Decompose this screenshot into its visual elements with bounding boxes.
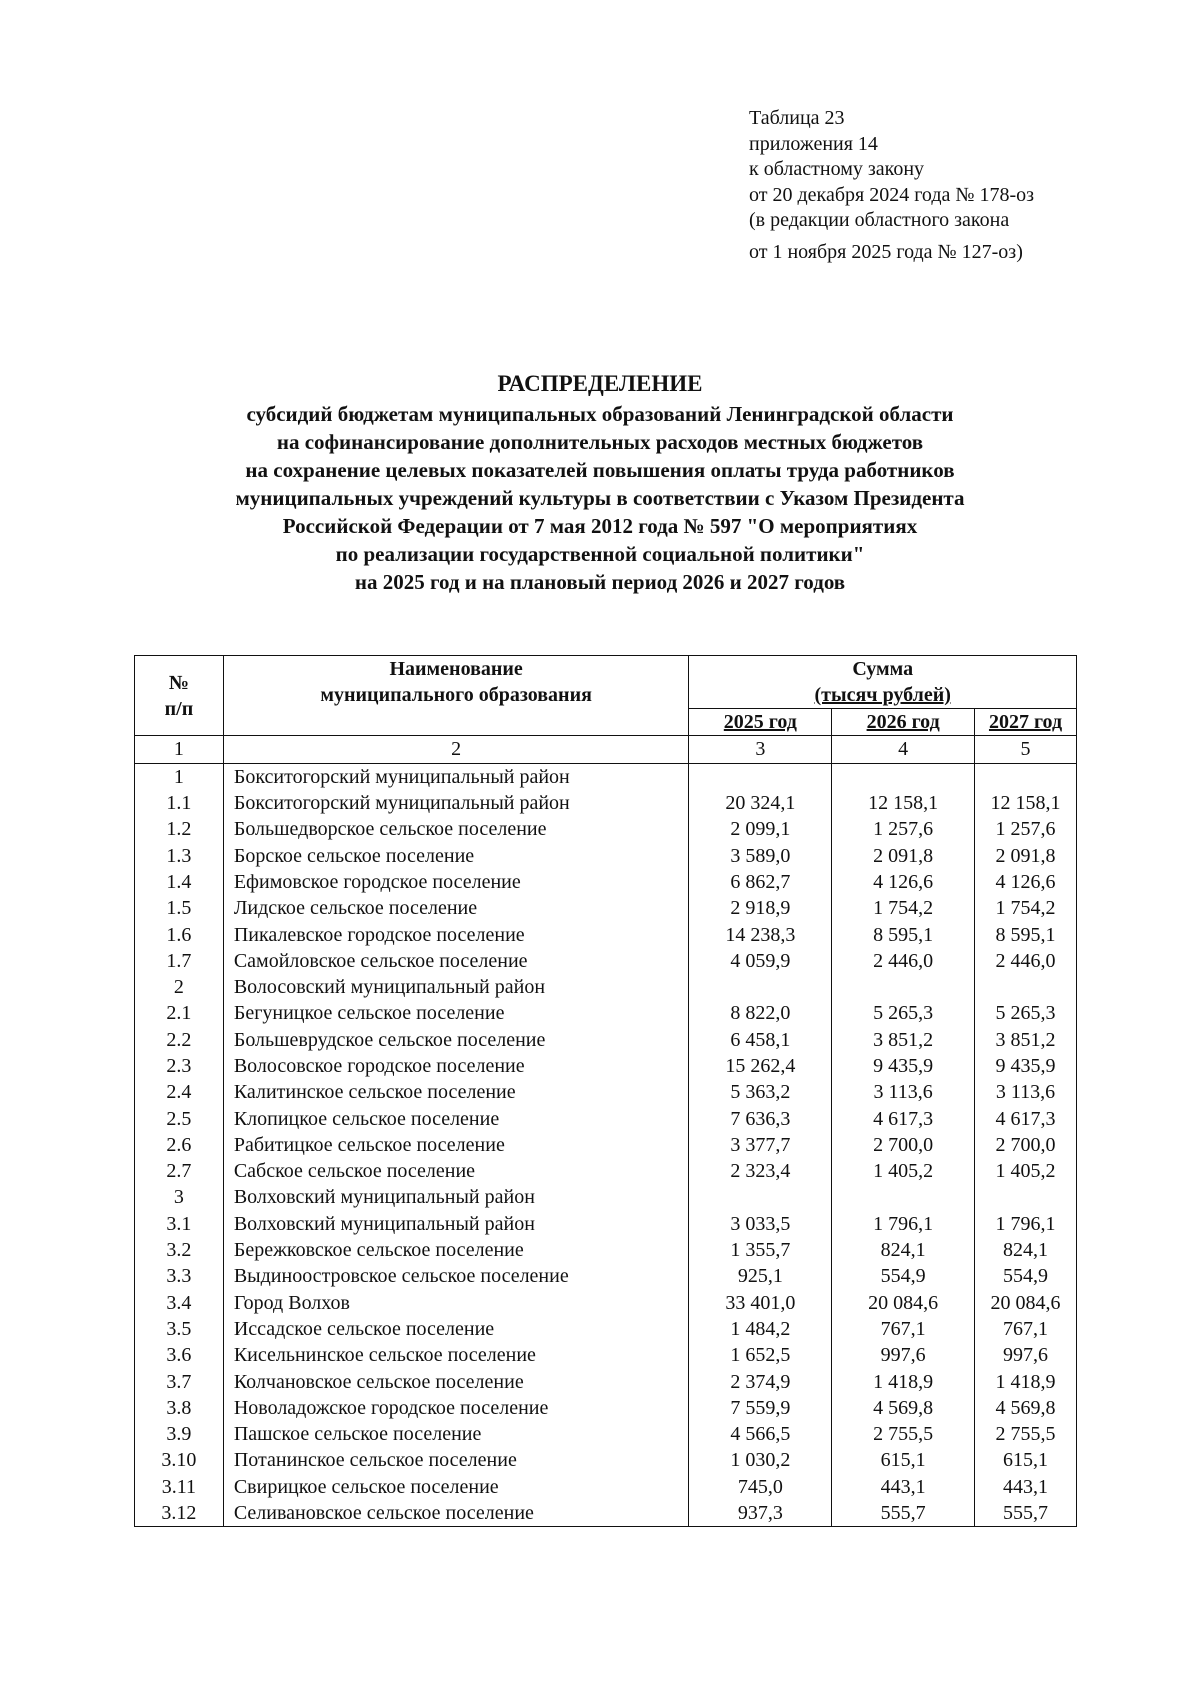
row-value-2026 — [832, 974, 975, 1000]
row-value-2027: 997,6 — [975, 1342, 1077, 1368]
table-row — [135, 1447, 1077, 1473]
row-value-2025: 2 374,9 — [689, 1368, 832, 1394]
column-number: 4 — [832, 736, 975, 763]
row-value-2025 — [689, 763, 832, 790]
row-value-2027: 4 569,8 — [975, 1395, 1077, 1421]
row-value-2025: 33 401,0 — [689, 1290, 832, 1316]
row-value-2025: 2 099,1 — [689, 816, 832, 842]
reference-line: Таблица 23 — [749, 107, 845, 129]
row-value-2027: 1 418,9 — [975, 1368, 1077, 1394]
row-value-2025: 3 377,7 — [689, 1132, 832, 1158]
table-row — [135, 1316, 1077, 1342]
row-value-2025: 3 589,0 — [689, 842, 832, 868]
row-number: 1 — [135, 763, 224, 790]
row-number: 3.4 — [135, 1290, 224, 1316]
row-value-2025: 1 030,2 — [689, 1447, 832, 1473]
row-value-2027: 2 755,5 — [975, 1421, 1077, 1447]
title-line: по реализации государственной социальной политики" — [335, 542, 865, 566]
row-name: Борское сельское поселение — [223, 842, 689, 868]
title-main: РАСПРЕДЕЛЕНИЕ — [497, 371, 703, 396]
row-name: Иссадское сельское поселение — [223, 1316, 689, 1342]
table-row — [135, 1474, 1077, 1500]
row-value-2027: 1 405,2 — [975, 1158, 1077, 1184]
row-number: 2.5 — [135, 1105, 224, 1131]
row-number: 1.1 — [135, 790, 224, 816]
row-number: 3.2 — [135, 1237, 224, 1263]
row-value-2027: 4 126,6 — [975, 869, 1077, 895]
row-value-2026: 2 446,0 — [832, 948, 975, 974]
column-number: 2 — [223, 736, 689, 763]
row-value-2025: 7 636,3 — [689, 1105, 832, 1131]
row-value-2026: 5 265,3 — [832, 1000, 975, 1026]
row-value-2027: 4 617,3 — [975, 1105, 1077, 1131]
row-number: 3.3 — [135, 1263, 224, 1289]
row-value-2026: 1 796,1 — [832, 1211, 975, 1237]
row-value-2026 — [832, 763, 975, 790]
row-value-2026: 615,1 — [832, 1447, 975, 1473]
row-value-2025: 2 323,4 — [689, 1158, 832, 1184]
table-row — [135, 1290, 1077, 1316]
row-name: Кисельнинское сельское поселение — [223, 1342, 689, 1368]
row-number: 2.6 — [135, 1132, 224, 1158]
row-value-2027: 2 446,0 — [975, 948, 1077, 974]
row-value-2025: 7 559,9 — [689, 1395, 832, 1421]
row-value-2026: 767,1 — [832, 1316, 975, 1342]
row-value-2025: 2 918,9 — [689, 895, 832, 921]
reference-line: от 1 ноября 2025 года № 127-оз) — [749, 240, 1023, 263]
row-number: 1.7 — [135, 948, 224, 974]
header-name: Наименование муниципального образования — [223, 656, 689, 736]
title-line: муниципальных учреждений культуры в соответствии с Указом Президента — [235, 486, 965, 510]
row-value-2027: 2 700,0 — [975, 1132, 1077, 1158]
row-value-2026: 8 595,1 — [832, 921, 975, 947]
row-value-2026: 555,7 — [832, 1500, 975, 1527]
row-value-2027: 3 851,2 — [975, 1027, 1077, 1053]
row-name: Город Волхов — [223, 1290, 689, 1316]
row-name: Пашское сельское поселение — [223, 1421, 689, 1447]
row-name: Волосовский муниципальный район — [223, 974, 689, 1000]
row-value-2025: 3 033,5 — [689, 1211, 832, 1237]
row-name: Бокситогорский муниципальный район — [223, 763, 689, 790]
row-value-2026: 1 257,6 — [832, 816, 975, 842]
reference-line: от 20 декабря 2024 года № 178-оз — [749, 183, 1035, 206]
row-number: 2.4 — [135, 1079, 224, 1105]
row-name: Новоладожское городское поселение — [223, 1395, 689, 1421]
row-value-2025: 8 822,0 — [689, 1000, 832, 1026]
table-row — [135, 1237, 1077, 1263]
row-number: 3.9 — [135, 1421, 224, 1447]
row-name: Пикалевское городское поселение — [223, 921, 689, 947]
row-number: 3.11 — [135, 1474, 224, 1500]
row-value-2026: 554,9 — [832, 1263, 975, 1289]
row-name: Лидское сельское поселение — [223, 895, 689, 921]
table-row — [135, 1105, 1077, 1131]
row-value-2025: 1 652,5 — [689, 1342, 832, 1368]
row-value-2026: 2 755,5 — [832, 1421, 975, 1447]
row-name: Выдиноостровское сельское поселение — [223, 1263, 689, 1289]
table-row — [135, 790, 1077, 816]
row-value-2027 — [975, 1184, 1077, 1210]
row-name: Рабитицкое сельское поселение — [223, 1132, 689, 1158]
row-value-2025: 14 238,3 — [689, 921, 832, 947]
document-reference-block — [749, 106, 1034, 265]
row-value-2025: 925,1 — [689, 1263, 832, 1289]
row-name: Потанинское сельское поселение — [223, 1447, 689, 1473]
table-row — [135, 1368, 1077, 1394]
row-value-2027: 5 265,3 — [975, 1000, 1077, 1026]
row-value-2026 — [832, 1184, 975, 1210]
reference-line: к областному закону — [749, 158, 925, 180]
row-number: 2.2 — [135, 1027, 224, 1053]
table-row — [135, 1263, 1077, 1289]
row-name: Клопицкое сельское поселение — [223, 1105, 689, 1131]
row-number: 1.6 — [135, 921, 224, 947]
row-number: 3.10 — [135, 1447, 224, 1473]
table-row — [135, 895, 1077, 921]
row-number: 2.1 — [135, 1000, 224, 1026]
row-number: 1.3 — [135, 842, 224, 868]
row-value-2025: 4 566,5 — [689, 1421, 832, 1447]
row-value-2027: 20 084,6 — [975, 1290, 1077, 1316]
row-value-2027: 12 158,1 — [975, 790, 1077, 816]
distribution-table — [134, 655, 1077, 1527]
row-value-2026: 3 851,2 — [832, 1027, 975, 1053]
row-value-2027: 9 435,9 — [975, 1053, 1077, 1079]
row-value-2027: 3 113,6 — [975, 1079, 1077, 1105]
row-value-2026: 1 754,2 — [832, 895, 975, 921]
header-year-2027: 2027 год — [975, 709, 1077, 736]
table-row — [135, 1421, 1077, 1447]
row-name: Большеврудское сельское поселение — [223, 1027, 689, 1053]
column-number: 3 — [689, 736, 832, 763]
row-number: 3.12 — [135, 1500, 224, 1527]
row-number: 3.5 — [135, 1316, 224, 1342]
row-name: Волховский муниципальный район — [223, 1184, 689, 1210]
row-number: 3 — [135, 1184, 224, 1210]
row-number: 1.2 — [135, 816, 224, 842]
reference-line: приложения 14 — [749, 132, 878, 155]
row-name: Бегуницкое сельское поселение — [223, 1000, 689, 1026]
reference-line: (в редакции областного закона — [749, 209, 1010, 231]
header-year-2025: 2025 год — [689, 709, 832, 736]
row-value-2026: 20 084,6 — [832, 1290, 975, 1316]
row-value-2025: 4 059,9 — [689, 948, 832, 974]
row-name: Колчановское сельское поселение — [223, 1368, 689, 1394]
row-name: Ефимовское городское поселение — [223, 869, 689, 895]
row-name: Бокситогорский муниципальный район — [223, 790, 689, 816]
row-value-2025: 15 262,4 — [689, 1053, 832, 1079]
row-number: 2 — [135, 974, 224, 1000]
row-value-2027: 1 257,6 — [975, 816, 1077, 842]
row-name: Селивановское сельское поселение — [223, 1500, 689, 1527]
table-row — [135, 974, 1077, 1000]
table-row — [135, 816, 1077, 842]
table-row — [135, 1158, 1077, 1184]
row-value-2027: 615,1 — [975, 1447, 1077, 1473]
title-line: субсидий бюджетам муниципальных образований Ленинградской области — [246, 402, 954, 426]
table-row — [135, 1500, 1077, 1527]
header-sum: Сумма (тысяч рублей) — [689, 656, 1077, 709]
column-number: 5 — [975, 736, 1077, 763]
row-name: Сабское сельское поселение — [223, 1158, 689, 1184]
row-number: 3.8 — [135, 1395, 224, 1421]
column-number: 1 — [135, 736, 224, 763]
row-value-2025 — [689, 1184, 832, 1210]
row-value-2026: 2 091,8 — [832, 842, 975, 868]
row-value-2025: 20 324,1 — [689, 790, 832, 816]
header-year-2026: 2026 год — [832, 709, 975, 736]
row-value-2026: 3 113,6 — [832, 1079, 975, 1105]
table-row — [135, 763, 1077, 790]
row-value-2026: 1 405,2 — [832, 1158, 975, 1184]
table-row — [135, 1184, 1077, 1210]
row-value-2025: 6 862,7 — [689, 869, 832, 895]
row-number: 1.5 — [135, 895, 224, 921]
title-line: Российской Федерации от 7 мая 2012 года № 597 "О мероприятиях — [282, 514, 918, 538]
row-value-2027 — [975, 974, 1077, 1000]
row-value-2026: 1 418,9 — [832, 1368, 975, 1394]
table-row — [135, 1079, 1077, 1105]
document-title — [100, 370, 1100, 596]
row-number: 3.6 — [135, 1342, 224, 1368]
table-row — [135, 1132, 1077, 1158]
table-header-row — [135, 656, 1077, 709]
row-name: Бережковское сельское поселение — [223, 1237, 689, 1263]
row-name: Большедворское сельское поселение — [223, 816, 689, 842]
row-value-2025: 1 355,7 — [689, 1237, 832, 1263]
row-name: Волосовское городское поселение — [223, 1053, 689, 1079]
table-row — [135, 948, 1077, 974]
row-value-2027: 824,1 — [975, 1237, 1077, 1263]
row-name: Калитинское сельское поселение — [223, 1079, 689, 1105]
row-value-2027: 8 595,1 — [975, 921, 1077, 947]
row-value-2026: 4 126,6 — [832, 869, 975, 895]
title-line: на софинансирование дополнительных расходов местных бюджетов — [276, 430, 924, 454]
row-name: Свирицкое сельское поселение — [223, 1474, 689, 1500]
row-value-2027: 443,1 — [975, 1474, 1077, 1500]
row-value-2026: 997,6 — [832, 1342, 975, 1368]
row-value-2027 — [975, 763, 1077, 790]
row-value-2027: 1 796,1 — [975, 1211, 1077, 1237]
table-row — [135, 1000, 1077, 1026]
row-value-2025 — [689, 974, 832, 1000]
row-value-2027: 554,9 — [975, 1263, 1077, 1289]
row-value-2027: 767,1 — [975, 1316, 1077, 1342]
row-name: Самойловское сельское поселение — [223, 948, 689, 974]
row-number: 3.7 — [135, 1368, 224, 1394]
row-value-2027: 1 754,2 — [975, 895, 1077, 921]
title-line: на сохранение целевых показателей повышения оплаты труда работников — [245, 458, 955, 482]
row-number: 1.4 — [135, 869, 224, 895]
row-number: 3.1 — [135, 1211, 224, 1237]
row-value-2027: 2 091,8 — [975, 842, 1077, 868]
header-number: № п/п — [135, 656, 224, 736]
row-value-2026: 4 569,8 — [832, 1395, 975, 1421]
row-value-2025: 937,3 — [689, 1500, 832, 1527]
table-row — [135, 1053, 1077, 1079]
row-value-2025: 5 363,2 — [689, 1079, 832, 1105]
table-row — [135, 1027, 1077, 1053]
row-name: Волховский муниципальный район — [223, 1211, 689, 1237]
table-row — [135, 842, 1077, 868]
row-value-2026: 9 435,9 — [832, 1053, 975, 1079]
table-row — [135, 1342, 1077, 1368]
row-value-2027: 555,7 — [975, 1500, 1077, 1527]
row-value-2026: 12 158,1 — [832, 790, 975, 816]
row-value-2025: 1 484,2 — [689, 1316, 832, 1342]
table-row — [135, 1395, 1077, 1421]
table-row — [135, 869, 1077, 895]
row-value-2026: 2 700,0 — [832, 1132, 975, 1158]
row-value-2025: 745,0 — [689, 1474, 832, 1500]
column-number-row — [135, 736, 1077, 763]
row-number: 2.7 — [135, 1158, 224, 1184]
table-row — [135, 1211, 1077, 1237]
row-value-2025: 6 458,1 — [689, 1027, 832, 1053]
row-value-2026: 4 617,3 — [832, 1105, 975, 1131]
title-line: на 2025 год и на плановый период 2026 и 2027 годов — [354, 570, 846, 594]
row-value-2026: 824,1 — [832, 1237, 975, 1263]
row-value-2026: 443,1 — [832, 1474, 975, 1500]
table-row — [135, 921, 1077, 947]
row-number: 2.3 — [135, 1053, 224, 1079]
